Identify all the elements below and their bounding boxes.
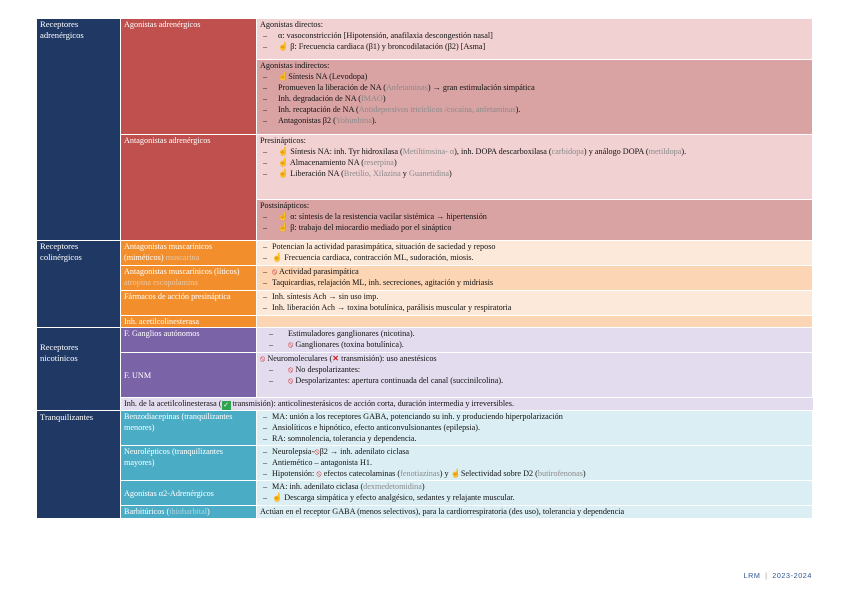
category-tranquilizantes: Tranquilizantes <box>37 411 121 519</box>
colinergicos-row1-cell <box>257 241 813 266</box>
tranquilizantes-row3-cell <box>257 481 813 506</box>
list-item: – Inh. síntesis Ach → sin uso imp. <box>260 291 809 302</box>
subcategory-ganglios-autonomos: F. Ganglios autónomos <box>121 328 257 353</box>
footer <box>744 571 812 580</box>
subcategory-unm: F. UNM <box>121 353 257 398</box>
subcategory-antagonistas-adrenergicos: Antagonistas adrenérgicos <box>121 135 257 241</box>
prohibited-icon: ⦸ <box>316 469 322 478</box>
subcategory-muscarinicos-mimeticos: Antagonistas muscarínicos (miméticos) muscarina <box>121 241 257 266</box>
hand-icon: ☝ <box>278 147 289 156</box>
subcategory-agonistas-alfa2: Agonistas α2-Adrenérgicos <box>121 481 257 506</box>
list-item: – MA: inh. adenilato ciclasa (dexmedetomidina) <box>260 481 809 492</box>
tranquilizantes-row4-cell: Actúan en el receptor GABA (menos selectivos), para la cardiorrespiratoria (des uso), tolerancia y dependencia <box>257 506 813 519</box>
list-item: – Inh. liberación Ach → toxina botulínica, parálisis muscular y respiratoria <box>260 302 809 313</box>
category-colinergicos: Receptores colinérgicos <box>37 241 121 328</box>
subcategory-inh-acetilcolinesterasa: Inh. acetilcolinesterasa <box>121 316 257 328</box>
subcategory-muscarinicos-liticos: Antagonistas muscarínicos (líticos) atropina escopolamina <box>121 266 257 291</box>
tranquilizantes-row1-cell <box>257 411 813 446</box>
hand-icon: ☝ <box>278 223 289 232</box>
list-item: – Antiemético – antagonista H1. <box>260 457 809 468</box>
agonistas-indirectos-cell <box>257 60 813 135</box>
prohibited-icon: ⦸ <box>272 267 278 276</box>
directos-heading: Agonistas directos: <box>260 20 323 29</box>
list-item: – Taquicardias, relajación ML, inh. secreciones, agitación y midriasis <box>260 277 809 288</box>
directos-beta: – ☝ β: Frecuencia cardiaca (β1) y broncodilatación (β2) [Asma] <box>260 41 809 52</box>
presinapticos-item: – ☝ Almacenamiento NA (reserpina) <box>260 157 809 168</box>
nicotinicos-row3-left <box>121 398 813 411</box>
hand-icon: ☝ <box>278 169 289 178</box>
hand-icon: ☝ <box>272 253 283 262</box>
prohibited-icon: ⦸ <box>288 365 294 374</box>
nicotinicos-row2-cell <box>257 353 813 398</box>
nicotinicos-row3-text-b: transmisión): anticolinesterásicos de acción corta, duración intermedia y irreversibles. <box>230 399 515 408</box>
postsinapticos-cell <box>257 200 813 241</box>
agonistas-directos-cell <box>257 19 813 60</box>
colinergicos-row2-cell <box>257 266 813 291</box>
indirectos-heading: Agonistas indirectos: <box>260 61 330 70</box>
prohibited-icon: ⦸ <box>314 447 320 456</box>
presinapticos-item: – ☝ Liberación NA (Bretilio, Xilazina y Guanetidina) <box>260 168 809 179</box>
cross-icon: ✕ <box>332 354 340 363</box>
presinapticos-heading: Presinápticos: <box>260 136 306 145</box>
tranquilizantes-row2-cell <box>257 446 813 481</box>
check-icon: ✓ <box>223 401 229 409</box>
subcategory-benzodiacepinas: Benzodiacepinas (tranquilizantes menores) <box>121 411 257 446</box>
postsinapticos-heading: Postsinápticos: <box>260 201 310 210</box>
prohibited-icon: ⦸ <box>288 340 294 349</box>
nicotinicos-row3-text-a: Inh. de la acetilcolinesterasa ( <box>124 399 222 408</box>
subcategory-accion-presinaptica: Fármacos de acción presináptica <box>121 291 257 316</box>
presinapticos-cell <box>257 135 813 200</box>
hand-icon: ☝ <box>450 469 461 478</box>
hand-icon: ☝ <box>278 212 289 221</box>
footer-author: LRM <box>743 571 761 580</box>
list-item: – ☝ Frecuencia cardiaca, contracción ML, sudoración, miosis. <box>260 252 809 263</box>
subcategory-barbituricos: Barbitúricos (thiobarbital) <box>121 506 257 519</box>
indirectos-item: – Antagonistas β2 (Yohimbina). <box>260 115 809 126</box>
list-item: – Estimuladores ganglionares (nicotina). <box>260 328 809 339</box>
prohibited-icon: ⦸ <box>288 376 294 385</box>
list-item: – ☝ Descarga simpática y efecto analgésico, sedantes y relajante muscular. <box>260 492 809 503</box>
prohibited-icon: ⦸ <box>260 354 266 363</box>
subcategory-agonistas-adrenergicos: Agonistas adrenérgicos <box>121 19 257 135</box>
colinergicos-row3-cell <box>257 291 813 316</box>
hand-icon: ☝ <box>272 493 283 502</box>
category-adrenergicos: Receptores adrenérgicos <box>37 19 121 241</box>
hand-icon: ☝ <box>278 42 289 51</box>
list-item: – ⦸ Despolarizantes: apertura continuada del canal (succinilcolina). <box>260 375 809 386</box>
footer-separator: | <box>765 571 768 580</box>
presinapticos-item: – ☝ Síntesis NA: inh. Tyr hidroxilasa (Metiltirosina- α), inh. DOPA descarboxilasa (carbidopa) y análogo DOPA (metildopa). <box>260 146 809 157</box>
hand-icon: ☝ <box>278 72 289 81</box>
list-item: – ⦸ Ganglionares (toxina botulínica). <box>260 339 809 350</box>
list-item: – Potencian la actividad parasimpática, situación de saciedad y reposo <box>260 241 809 252</box>
list-item: – MA: unión a los receptores GABA, potenciando su inh. y produciendo hiperpolarización <box>260 411 809 422</box>
indirectos-item: – Promueven la liberación de NA (Anfetaminas) → gran estimulación simpática <box>260 82 809 93</box>
list-item: – RA: somnolencia, tolerancia y dependencia. <box>260 433 809 444</box>
list-item: – Ansiolíticos e hipnótico, efecto anticonvulsionantes (epilepsia). <box>260 422 809 433</box>
postsinapticos-item: – ☝ α: síntesis de la resistencia vacilar sistémica → hipertensión <box>260 211 809 222</box>
pharmacology-table <box>36 18 813 519</box>
list-item: – Neurolepsia-⦸β2 → inh. adenilato ciclasa <box>260 446 809 457</box>
subcategory-neurolepticos: Neurolépticos (tranquilizantes mayores) <box>121 446 257 481</box>
list-item: – ⦸ Actividad parasimpática <box>260 266 809 277</box>
indirectos-item: – Inh. recaptación de NA (Antidepresivos tricíclicos /cocaína, anfetaminas). <box>260 104 809 115</box>
footer-year: 2023-2024 <box>772 571 812 580</box>
list-item: – ⦸ No despolarizantes: <box>260 364 809 375</box>
indirectos-item: – Inh. degradación de NA (IMAO) <box>260 93 809 104</box>
indirectos-item: – ☝Síntesis NA (Levodopa) <box>260 71 809 82</box>
nicotinicos-unm-heading: ⦸ Neuromoleculares (✕ transmisión): uso anestésicos <box>260 354 437 363</box>
postsinapticos-item: – ☝ β: trabajo del miocardio mediado por el sináptico <box>260 222 809 233</box>
nicotinicos-row1-cell <box>257 328 813 353</box>
directos-alpha: – α: vasoconstricción [Hipotensión, anafilaxia descongestión nasal] <box>260 30 809 41</box>
colinergicos-row4-cell <box>257 316 813 328</box>
list-item: – Hipotensión: ⦸ efectos catecolaminas (fenotiazinas) y ☝Selectividad sobre D2 (butirofenonas) <box>260 468 809 479</box>
hand-icon: ☝ <box>278 158 289 167</box>
category-nicotinicos: Receptores nicotínicos <box>37 328 121 411</box>
